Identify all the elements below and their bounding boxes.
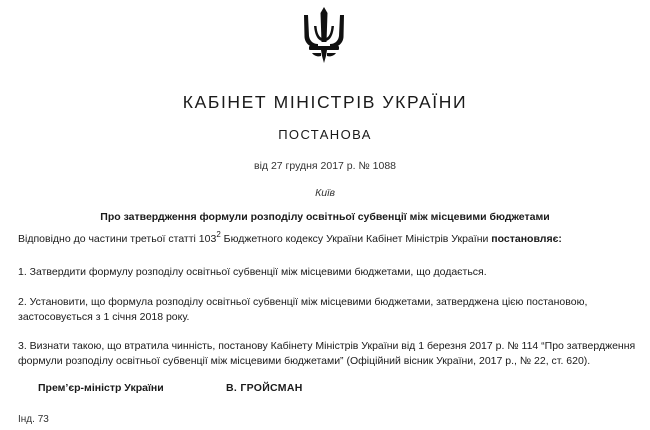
document-type: ПОСТАНОВА <box>278 127 372 142</box>
document-date-number: від 27 грудня 2017 р. № 1088 <box>253 160 397 172</box>
decision-word: постановляє: <box>491 233 562 245</box>
article-superscript: 2 <box>216 230 221 239</box>
preamble-paragraph <box>18 232 638 247</box>
document-index: Інд. 73 <box>18 414 49 425</box>
signatory-position: Прем’єр-міністр України <box>38 382 164 394</box>
trident-icon <box>301 6 347 64</box>
document-city: Київ <box>315 187 335 199</box>
preamble-text-cont: Бюджетного кодексу України Кабінет Міністрів України <box>220 233 492 245</box>
document-subject: Про затвердження формули розподілу освітньої субвенції між місцевими бюджетами <box>100 211 550 223</box>
preamble-text: Відповідно до частини третьої статті 103 <box>18 233 217 245</box>
signatory-name: В. ГРОЙСМАН <box>226 382 303 394</box>
point-1: 1. Затвердити формулу розподілу освітньої субвенції між місцевими бюджетами, що додається. <box>18 266 487 278</box>
institution-title: КАБІНЕТ МІНІСТРІВ УКРАЇНИ <box>182 92 468 112</box>
point-3: 3. Визнати такою, що втратила чинність, постанову Кабінету Міністрів України від 1 березня 2017 р. № 114 “Про затвердження формули розподілу освітньої субвенції між місцевими бюджетами” (Офіційний вісник України, 2017 р., № 22, ст. 620). <box>18 340 636 367</box>
point-2: 2. Установити, що формула розподілу освітньої субвенції між місцевими бюджетами, затверджена цією постановою, застосовується з 1 січня 2018 року. <box>18 296 588 323</box>
